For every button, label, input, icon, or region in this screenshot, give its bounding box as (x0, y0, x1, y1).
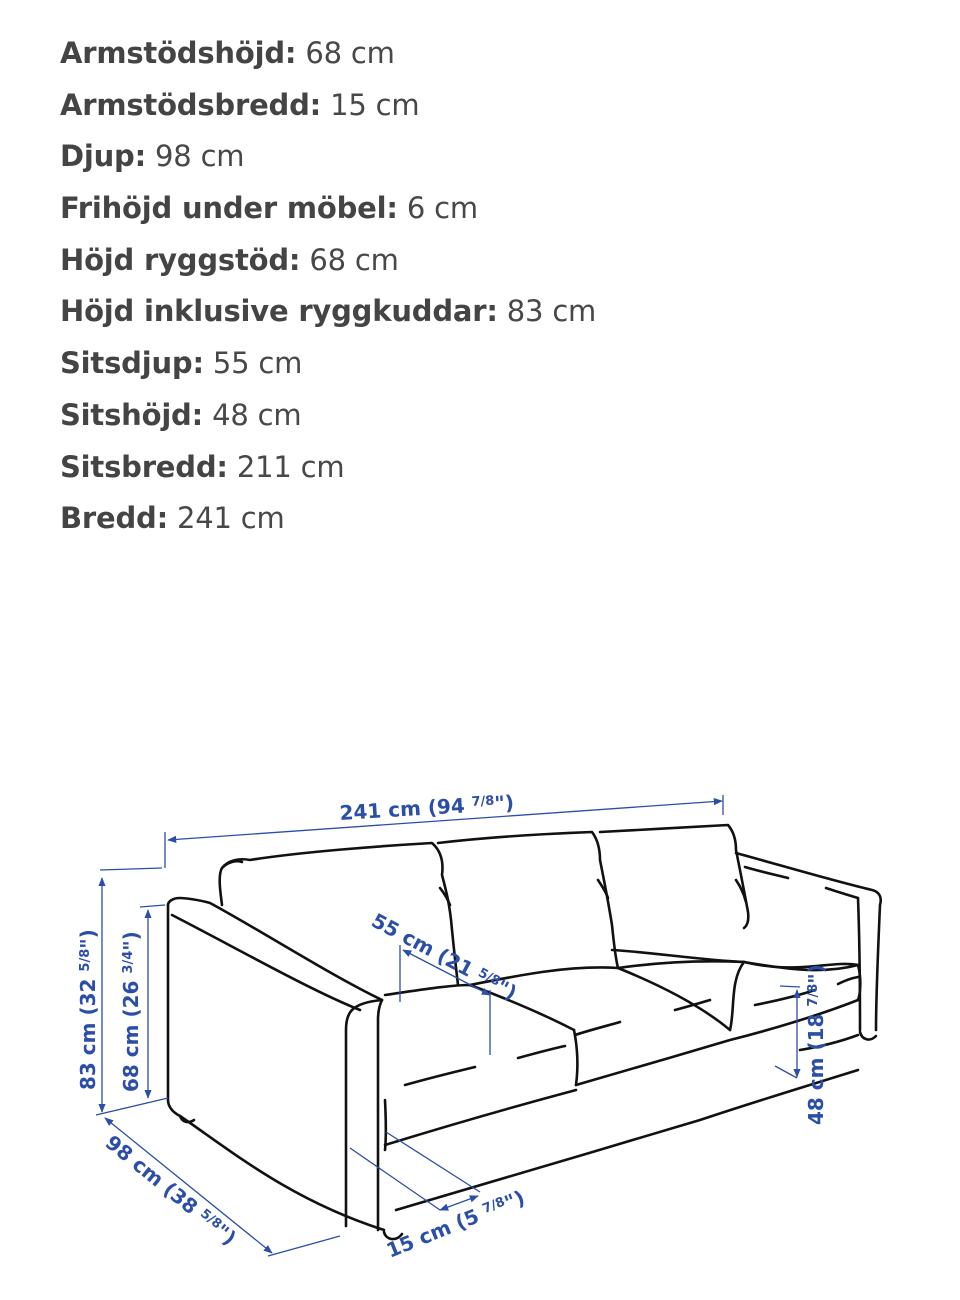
spec-value: 55 cm (212, 346, 303, 381)
spec-value: 6 cm (406, 191, 478, 226)
spec-label: Sitsbredd: (60, 449, 228, 484)
dim-armrest-height-label: 68 cm (26 $^{3/4}$") (119, 931, 143, 1092)
spec-value: 83 cm (506, 294, 597, 329)
spec-seat-height (60, 392, 596, 444)
dim-total-height-label: 83 cm (32 $^{5/8}$") (76, 929, 100, 1090)
spec-value: 241 cm (177, 501, 285, 536)
spec-label: Sitshöjd: (60, 397, 204, 432)
specification-list (60, 30, 596, 547)
spec-clearance (60, 185, 596, 237)
spec-value: 48 cm (212, 397, 302, 432)
sofa-dimension-diagram (0, 760, 960, 1300)
dim-seat-depth-label: 55 cm (21 $^{5/8}$") (367, 908, 521, 1005)
spec-armrest-width (60, 82, 596, 134)
dim-seat-height-label: 48 cm (18 $^{7/8}$") (804, 964, 828, 1125)
dim-armrest-width-label: 15 cm (5 $^{7/8}$") (382, 1185, 529, 1263)
sofa-outline (168, 825, 881, 1239)
spec-label: Höjd inklusive ryggkuddar: (60, 294, 498, 329)
spec-value: 98 cm (155, 139, 245, 174)
spec-label: Bredd: (60, 501, 168, 536)
dimension-lines (96, 795, 800, 1256)
spec-height-incl-cushions (60, 288, 596, 340)
spec-value: 68 cm (305, 36, 395, 70)
spec-armrest-height (60, 30, 596, 82)
spec-label: Höjd ryggstöd: (60, 242, 301, 277)
spec-label: Djup: (60, 139, 147, 174)
spec-value: 15 cm (330, 87, 420, 122)
spec-seat-width (60, 444, 596, 496)
spec-width (60, 495, 596, 547)
dim-depth-label: 98 cm (38 $^{5/8}$") (100, 1130, 241, 1251)
spec-label: Armstödsbredd: (60, 87, 322, 122)
spec-seat-depth (60, 340, 596, 392)
spec-depth (60, 133, 596, 185)
spec-value: 211 cm (236, 449, 345, 484)
spec-backrest-height (60, 237, 596, 289)
spec-label: Frihöjd under möbel: (60, 191, 398, 226)
dim-width-label: 241 cm (94 $^{7/8}$") (338, 790, 515, 825)
spec-label: Sitsdjup: (60, 346, 204, 381)
spec-value: 68 cm (309, 242, 399, 277)
spec-label: Armstödshöjd: (60, 36, 297, 70)
